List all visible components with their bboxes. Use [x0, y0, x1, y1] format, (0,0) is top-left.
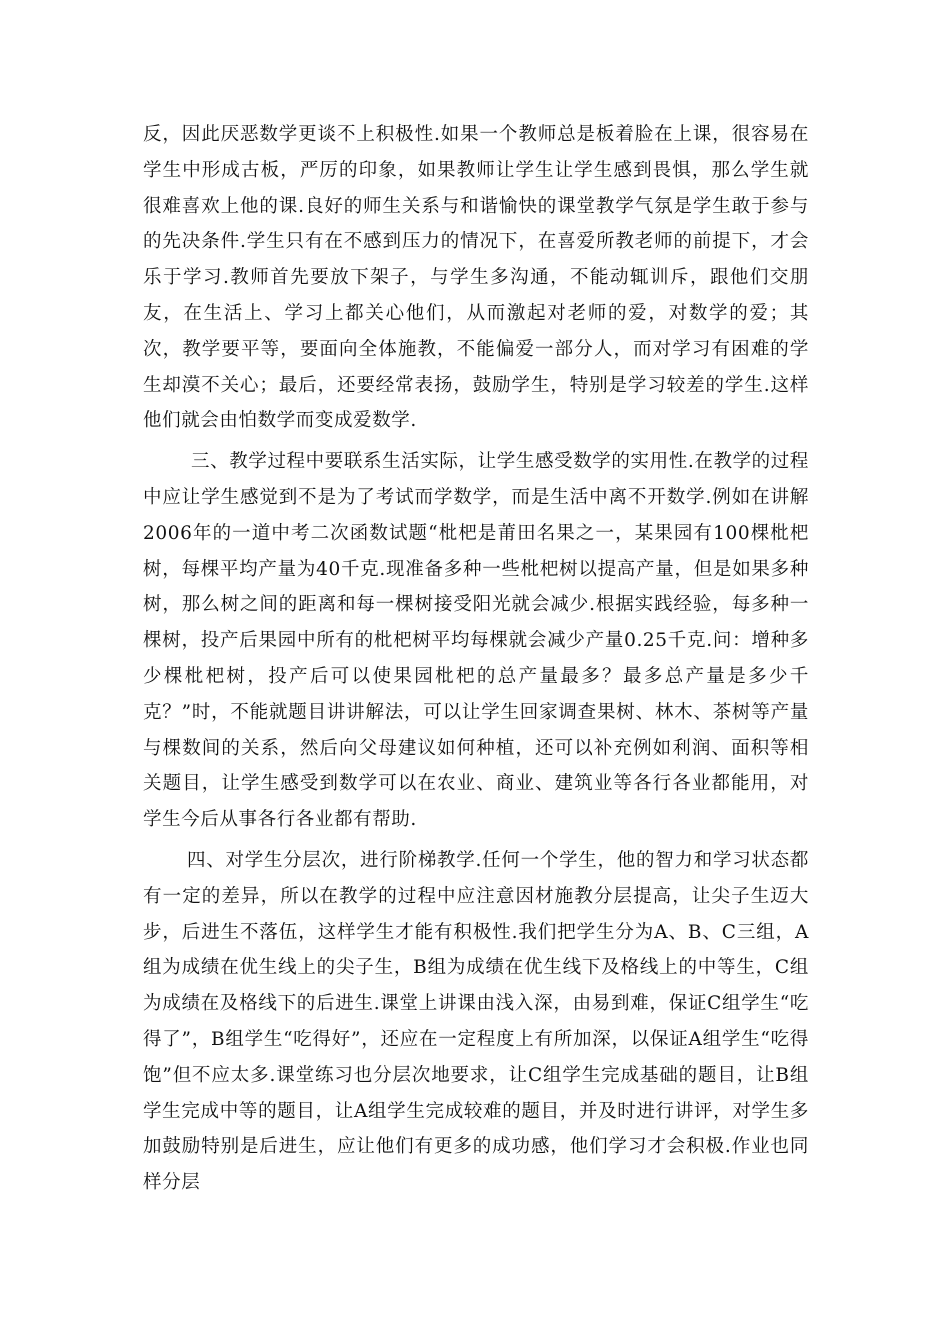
body-text: [143, 117, 809, 1206]
paragraph-1: 反，因此厌恶数学更谈不上积极性.如果一个教师总是板着脸在上课，很容易在学生中形成古板，严厉的印象，如果教师让学生让学生感到畏惧，那么学生就很难喜欢上他的课.良好的师生关系与和谐愉快的课堂教学气氛是学生敢于参与的先决条件.学生只有在不感到压力的情况下，在喜爱所教老师的前提下，才会乐于学习.教师首先要放下架子，与学生多沟通，不能动辄训斥，跟他们交朋友，在生活上、学习上都关心他们，从而激起对老师的爱，对数学的爱；其次，教学要平等，要面向全体施教，不能偏爱一部分人，而对学习有困难的学生却漠不关心；最后，还要经常表扬，鼓励学生，特别是学习较差的学生.这样他们就会由怕数学而变成爱数学.: [143, 124, 809, 432]
paragraph-3: 四、对学生分层次，进行阶梯教学.任何一个学生，他的智力和学习状态都有一定的差异，所以在教学的过程中应注意因材施教分层提高，让尖子生迈大步，后进生不落伍，这样学生才能有积极性.我们把学生分为A、B、C三组，A组为成绩在优生线上的尖子生，B组为成绩在优生线下及格线上的中等生，C组为成绩在及格线下的后进生.课堂上讲课由浅入深，由易到难，保证C组学生“吃得了”，B组学生“吃得好”，还应在一定程度上有所加深，以保证A组学生“吃得饱”但不应太多.课堂练习也分层次地要求，让C组学生完成基础的题目，让B组学生完成中等的题目，让A组学生完成较难的题目，并及时进行讲评，对学生多加鼓励特别是后进生，应让他们有更多的成功感，他们学习才会积极.作业也同样分层: [143, 849, 809, 1194]
paragraph-2: 三、教学过程中要联系生活实际，让学生感受数学的实用性.在教学的过程中应让学生感觉到不是为了考试而学数学，而是生活中离不开数学.例如在讲解2006年的一道中考二次函数试题“枇杷是莆田名果之一，某果园有100棵枇杷树，每棵平均产量为40千克.现准备多种一些枇杷树以提高产量，但是如果多种树，那么树之间的距离和每一棵树接受阳光就会减少.根据实践经验，每多种一棵树，投产后果园中所有的枇杷树平均每棵就会减少产量0.25千克.问：增种多少棵枇杷树，投产后可以使果园枇杷的总产量最多？最多总产量是多少千克？”时，不能就题目讲讲解法，可以让学生回家调查果树、林木、茶树等产量与棵数间的关系，然后向父母建议如何种植，还可以补充例如利润、面积等相关题目，让学生感受到数学可以在农业、商业、建筑业等各行各业都能用，对学生今后从事各行各业都有帮助.: [143, 451, 809, 831]
